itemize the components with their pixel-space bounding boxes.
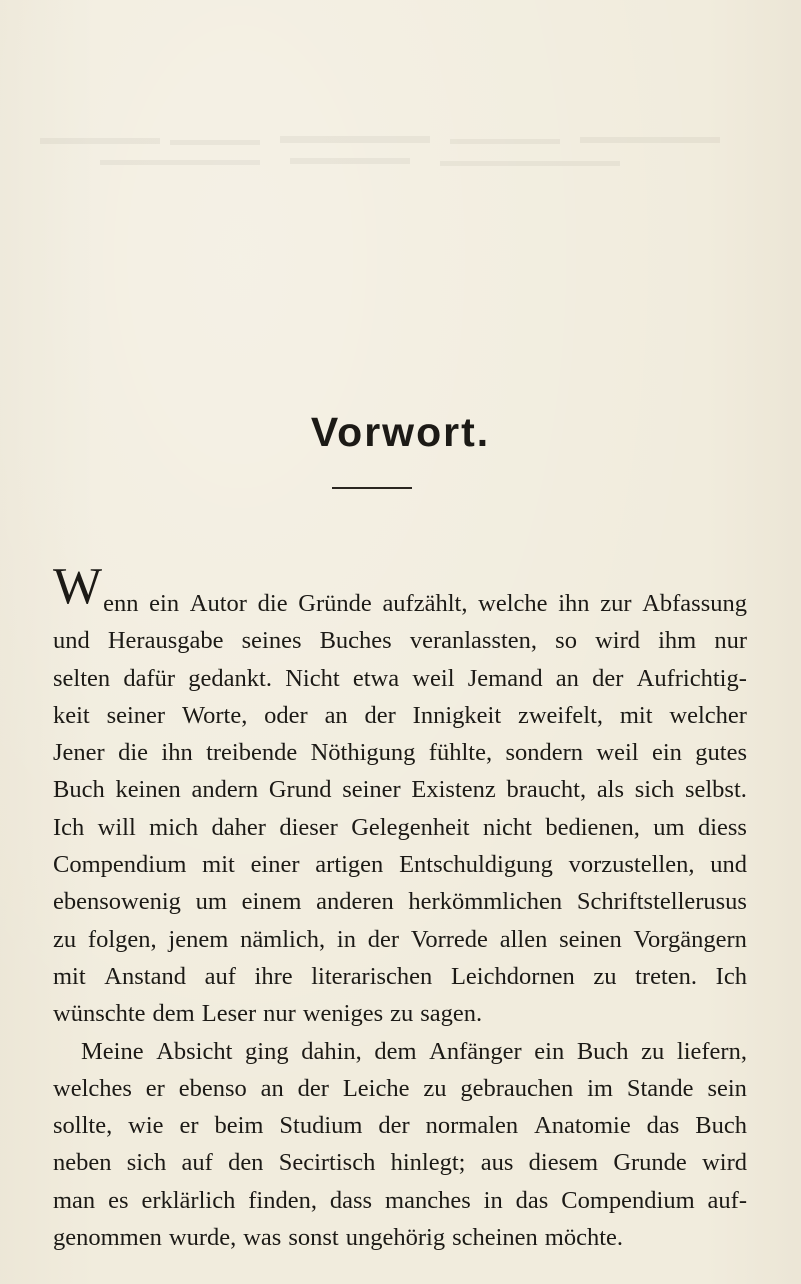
word: sich: [126, 1149, 167, 1177]
word: genommen: [53, 1224, 162, 1252]
word: ein: [651, 739, 682, 767]
word: Grund: [268, 776, 332, 804]
text-line: [53, 558, 747, 622]
text-line: [53, 883, 747, 920]
word: liefern,: [676, 1037, 747, 1065]
word: als: [596, 776, 625, 804]
word: sondern: [505, 739, 584, 767]
word: Leiche: [342, 1074, 410, 1102]
word: Buches: [319, 627, 392, 655]
word: in: [336, 925, 356, 953]
word: erklärlich: [141, 1186, 236, 1214]
word: manches: [385, 1186, 471, 1214]
word: selten: [53, 664, 111, 692]
text-line: [53, 771, 747, 808]
word: Absicht: [156, 1037, 233, 1065]
word: Compendium: [53, 851, 187, 879]
word: gebrauchen: [460, 1074, 574, 1102]
word: Ich: [715, 962, 747, 990]
word: der: [592, 664, 624, 692]
word: zu: [641, 1037, 665, 1065]
word: Nöthigung: [310, 739, 416, 767]
text-line: [53, 1033, 747, 1070]
word: seiner: [106, 701, 166, 729]
word: zu: [593, 962, 617, 990]
word: Jemand: [467, 664, 543, 692]
word: ihn: [558, 590, 590, 617]
word: um: [195, 888, 227, 916]
text-line: [53, 1070, 747, 1107]
word: einer: [250, 851, 300, 879]
word: Jener: [53, 739, 105, 767]
word: die: [257, 590, 288, 617]
word: jenem: [168, 925, 229, 953]
word: an: [324, 701, 348, 729]
text-line: [53, 660, 747, 697]
word: gedankt.: [188, 664, 272, 692]
word: der: [367, 925, 400, 953]
word: in: [483, 1186, 503, 1214]
word: Leichdornen: [450, 962, 575, 990]
word: seinen: [559, 925, 622, 953]
word: literarischen: [311, 962, 433, 990]
word: seines: [241, 627, 302, 655]
word: an: [555, 664, 579, 692]
word: die: [118, 739, 149, 767]
text-line: [53, 1219, 747, 1256]
word: beim: [214, 1112, 264, 1140]
word: ungehörig: [345, 1224, 446, 1252]
word: Aufrichtig-: [636, 664, 747, 692]
paragraph-2: [53, 1033, 747, 1257]
word: Schriftstellerusus: [576, 888, 747, 916]
word: Leser: [201, 1000, 257, 1028]
word: wie: [128, 1112, 164, 1140]
word: fühlte,: [428, 739, 493, 767]
text-line: [53, 622, 747, 659]
word: ebensowenig: [53, 888, 181, 916]
word: ging: [245, 1037, 289, 1065]
word: aus: [480, 1149, 514, 1177]
word: keit: [53, 701, 90, 729]
word: ihm: [658, 627, 697, 655]
word: Studium: [279, 1112, 363, 1140]
word: welche: [478, 590, 548, 617]
text-line: [53, 697, 747, 734]
text-line: [53, 1182, 747, 1219]
word: veranlassten,: [409, 627, 538, 655]
show-through-text: [40, 128, 740, 178]
word: dem: [152, 1000, 195, 1028]
word: weniges: [302, 1000, 384, 1028]
word: er: [145, 1074, 165, 1102]
word: aufzählt,: [382, 590, 468, 617]
word: artigen: [315, 851, 384, 879]
word: auf: [181, 1149, 213, 1177]
word: dass: [329, 1186, 373, 1214]
word: und: [53, 627, 90, 655]
word: andern: [191, 776, 259, 804]
word: der: [378, 1112, 410, 1140]
word: den: [228, 1149, 264, 1177]
word: Grunde: [613, 1149, 687, 1177]
word: normalen: [425, 1112, 519, 1140]
word: der: [297, 1074, 329, 1102]
word: Gelegenheit: [351, 813, 470, 841]
word: zu: [423, 1074, 447, 1102]
word: treibende: [206, 739, 298, 767]
word: allen: [499, 925, 548, 953]
word: nur: [714, 627, 747, 655]
word: an: [260, 1074, 284, 1102]
word: seiner: [342, 776, 401, 804]
word: Vorgängern: [633, 925, 747, 953]
word: Gründe: [298, 590, 372, 617]
word: der: [364, 701, 396, 729]
word: nämlich,: [240, 925, 326, 953]
word: Anstand: [104, 962, 186, 990]
initial-letter: W: [53, 558, 103, 615]
word: Anfänger: [429, 1037, 522, 1065]
word: zu: [53, 925, 77, 953]
text-line: [53, 734, 747, 771]
word: mich: [149, 813, 199, 841]
word: ihre: [254, 962, 293, 990]
word: hinlegt;: [390, 1149, 466, 1177]
word: wünschte: [53, 1000, 146, 1028]
word: ebenso: [178, 1074, 247, 1102]
word: nur: [263, 1000, 296, 1028]
word: Nicht: [285, 664, 340, 692]
word: Buch: [576, 1037, 629, 1065]
word: Buch: [53, 776, 105, 804]
word: Worte,: [181, 701, 248, 729]
word: ein: [149, 590, 180, 617]
word: keinen: [115, 776, 181, 804]
word: wird: [702, 1149, 747, 1177]
text-line: [53, 958, 747, 995]
word: einem: [241, 888, 302, 916]
body-text: [53, 558, 747, 1256]
word: das: [646, 1112, 680, 1140]
word: dieser: [279, 813, 338, 841]
word: diesem: [528, 1149, 599, 1177]
page-title: Vorwort.: [310, 409, 491, 455]
word: mit: [619, 701, 653, 729]
word: diess: [697, 813, 747, 841]
text-line: [53, 1144, 747, 1181]
word: weil: [412, 664, 455, 692]
word: so: [555, 627, 577, 655]
word: auf: [204, 962, 236, 990]
word: möchte.: [544, 1224, 624, 1252]
word: bedienen,: [545, 813, 640, 841]
word: welcher: [669, 701, 747, 729]
word: treten.: [635, 962, 698, 990]
word: dahin,: [301, 1037, 362, 1065]
word: folgen,: [87, 925, 157, 953]
word: Entschuldigung: [399, 851, 553, 879]
word: Meine: [81, 1037, 144, 1065]
text-line: [53, 846, 747, 883]
word: herkömmlichen: [408, 888, 563, 916]
word: Wenn: [53, 558, 139, 617]
word: ihn: [161, 739, 193, 767]
word: Existenz: [411, 776, 496, 804]
word: Herausgabe: [107, 627, 224, 655]
word: und: [710, 851, 747, 879]
word: Buch: [695, 1112, 747, 1140]
word: will: [97, 813, 136, 841]
word: Autor: [189, 590, 247, 617]
text-line: [53, 921, 747, 958]
word: zu: [390, 1000, 414, 1028]
word: anderen: [316, 888, 394, 916]
word: sich: [634, 776, 675, 804]
word: es: [108, 1186, 129, 1214]
word: zur: [600, 590, 632, 617]
text-line: [53, 809, 747, 846]
word: dem: [374, 1037, 417, 1065]
word: das: [515, 1186, 549, 1214]
word: selbst.: [684, 776, 747, 804]
word: um: [653, 813, 685, 841]
word: Ich: [53, 813, 85, 841]
word: Innigkeit: [412, 701, 502, 729]
word: daher: [211, 813, 266, 841]
word: was: [243, 1224, 282, 1252]
text-line: [53, 1107, 747, 1144]
word: mit: [53, 962, 86, 990]
word: nicht: [482, 813, 532, 841]
word: dafür: [123, 664, 176, 692]
word: man: [53, 1186, 96, 1214]
word: er: [179, 1112, 199, 1140]
word: Anatomie: [534, 1112, 631, 1140]
word: wurde,: [168, 1224, 237, 1252]
word: Compendium: [561, 1186, 695, 1214]
word: wird: [595, 627, 640, 655]
word: ein: [534, 1037, 565, 1065]
word: etwa: [352, 664, 400, 692]
word: weil: [596, 739, 639, 767]
word: Secirtisch: [278, 1149, 376, 1177]
word: sollte,: [53, 1112, 113, 1140]
word: auf-: [707, 1186, 747, 1214]
word: finden,: [248, 1186, 317, 1214]
word: braucht,: [506, 776, 587, 804]
word: neben: [53, 1149, 112, 1177]
word: zweifelt,: [517, 701, 604, 729]
word: vorzustellen,: [568, 851, 695, 879]
word: sonst: [288, 1224, 339, 1252]
paragraph-1: [53, 558, 747, 1033]
title-rule: [332, 487, 412, 489]
word: Stande: [626, 1074, 694, 1102]
word: scheinen: [452, 1224, 538, 1252]
word: mit: [202, 851, 235, 879]
word: im: [587, 1074, 613, 1102]
text-line: [53, 995, 747, 1032]
word: oder: [264, 701, 308, 729]
word: sein: [707, 1074, 747, 1102]
word: gutes: [695, 739, 747, 767]
word: Vorrede: [410, 925, 488, 953]
word: sagen.: [420, 1000, 483, 1028]
word: Abfassung: [642, 590, 747, 617]
word: welches: [53, 1074, 132, 1102]
